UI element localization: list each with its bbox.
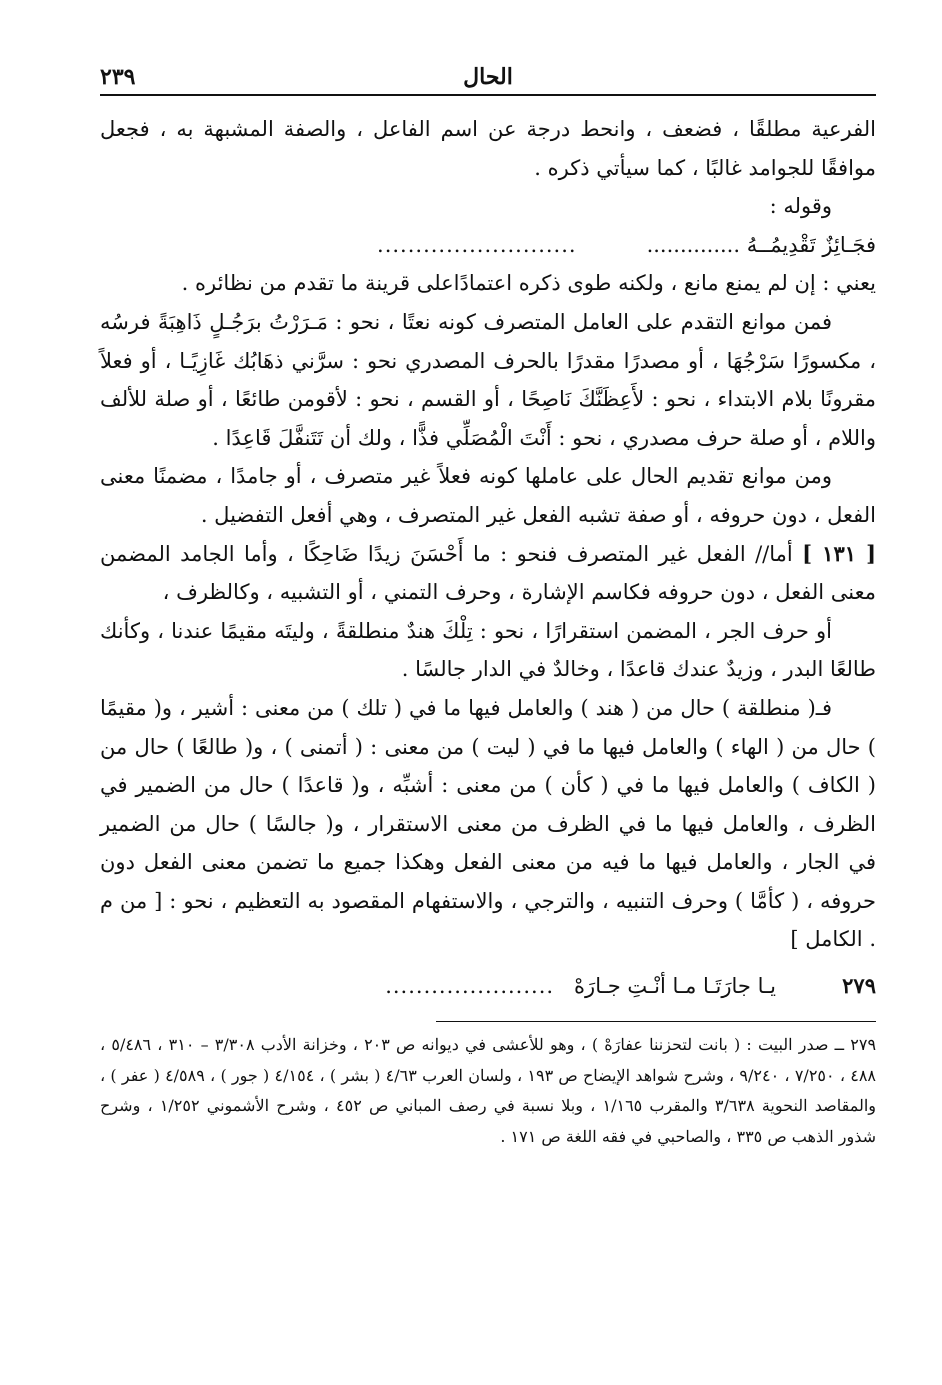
paragraph-8: فـ( منطلقة ) حال من ( هند ) والعامل فيها ما في ( تلك ) من معنى : أشير ، و( مقيمًا ) حال من ( الهاء ) والعامل فيها ما في ( ليت ) من معنى : ( أتمنى ) ، و( طالعًا ) حال من ( الكاف ) والعامل فيها ما في ( كأن ) من معنى : أشبِّه ، و( قاعدًا ) حال من الضمير في الظرف ، والعامل فيها ما في الظرف من معنى الاستقرار ، و( جالسًا ) حال من الضمير في الجار ، والعامل فيها ما فيه من معنى الفعل وهكذا جميع ما تضمن معنى الفعل دون حروفه ، ( كأمَّا ) وحرف التنبيه ، والترجي ، والاستفهام المقصود به التعظيم ، نحو : [ من م . الكامل ]: [100, 695, 876, 952]
paragraph-6: [100, 535, 876, 612]
page-number: ٢٣٩: [100, 64, 136, 90]
verse-line: [100, 967, 876, 1005]
verse-number: ٢٧٩: [842, 973, 876, 999]
main-text: [100, 110, 876, 1005]
paragraph-2: وقوله :: [769, 194, 832, 219]
verse-dots: ......................: [385, 974, 555, 999]
paragraph-1: الفرعية مطلقًا ، فضعف ، وانحط درجة عن اسم الفاعل ، والصفة المشبهة به ، فجعل موافقًا للجوامد غالبًا ، كما سيأتي ذكره .: [100, 117, 876, 180]
book-page: [100, 60, 876, 1360]
poem-line: [100, 226, 876, 265]
paragraph-5: ومن موانع تقديم الحال على عاملها كونه فعلاً غير متصرف ، أو جامدًا ، مضمنًا معنى الفعل ، دون حروفه ، أو صفة تشبه الفعل غير المتصرف ، وهي أفعل التفضيل .: [100, 464, 876, 527]
poem-text: فجَـائِزٌ تَقْدِيمُــهُ ..............: [646, 232, 876, 257]
page-header: [100, 60, 876, 96]
footnotes: [100, 1030, 876, 1152]
footnote-279: ٢٧٩ ــ صدر البيت : ( بانت لتحزننا عفارَهْ ) ، وهو للأعشى في ديوانه ص ٢٠٣ ، وخزانة الأدب ٣/٣٠٨ – ٣١٠ ، ٥/٤٨٦ ، ٤٨٨ ، ٧/٢٥٠ ، ٩/٢٤٠ ، وشرح شواهد الإيضاح ص ١٩٣ ، ولسان العرب ٤/٦٣ ( بشر ) ، ٤/١٥٤ ( جور ) ، ٤/٥٨٩ ( عفر ) ، والمقاصد النحوية ٣/٦٣٨ والمقرب ١/١٦٥ ، وبلا نسبة في رصف المباني ص ٤٥٢ ، وشرح الأشموني ١/٢٥٢ ، وشرح شذور الذهب ص ٣٣٥ ، والصاحبي في فقه اللغة ص ١٧١ .: [100, 1035, 877, 1146]
running-title: الحال: [463, 64, 513, 90]
paragraph-3: يعني : إن لم يمنع مانع ، ولكنه طوى ذكره اعتمادًاعلى قرينة ما تقدم من نظائره .: [181, 271, 876, 296]
footnote-divider: [436, 1021, 876, 1022]
manuscript-marker: [ ١٣١ ]: [802, 540, 877, 566]
paragraph-4: فمن موانع التقدم على العامل المتصرف كونه نعتًا ، نحو : مَـرَرْتُ برَجُـلٍ ذَاهِبَةً فرسُه ، مكسورًا سَرْجُهَا ، أو مصدرًا مقدرًا بالحرف المصدري نحو : سرَّني ذهَابُك غَازِيًـا ، أو فعلاً مقرونًا بلام الابتداء ، نحو : لأَعِظَنَّكَ نَاصِحًا ، أو القسم ، نحو : لأقومن طائعًا ، أو صلة للألف واللام ، أو صلة حرف مصدري ، نحو : أَنْتَ الْمُصَلِّي فذًّا ، ولك أن تَتَنفَّلَ قَاعِدًا .: [100, 309, 876, 450]
paragraph-6-text: أما// الفعل غير المتصرف فنحو : ما أَحْسَنَ زيدًا ضَاحِكًا ، وأما الجامد المضمن معنى الفعل ، دون حروفه فكاسم الإشارة ، وحرف التمني ، أو التشبيه ، وكالظرف ،: [100, 541, 876, 605]
poem-dots: ..........................: [377, 232, 577, 257]
verse-text: يـا جارَتَـا مـا أنْـتِ جـارَهْ: [574, 974, 776, 999]
paragraph-7: أو حرف الجر ، المضمن استقرارًا ، نحو : تِلْكَ هندٌ منطلقةً ، وليتَه مقيمًا عندنا ، وكأنك طالعًا البدر ، وزيدٌ عندك قاعدًا ، وخالدٌ في الدار جالسًا .: [100, 618, 876, 682]
